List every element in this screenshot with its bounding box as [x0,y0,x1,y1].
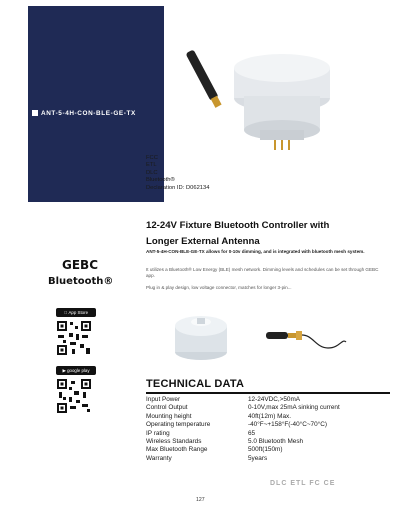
product-description-3: Plug in & play design, low voltage connector, matches for longer 3-pin... [146,285,292,290]
apple-icon [64,310,67,315]
spec-value: 5.0 Bluetooth Mesh [248,437,304,445]
google-play-badge[interactable]: ▶ google play [56,366,96,375]
spec-value: 5years [248,454,268,462]
spec-row [146,396,390,404]
antenna-photo [258,318,348,358]
spec-value: -40°F~+158°F(-40°C~70°C) [248,421,327,429]
cert-dlc: DLC [146,169,158,176]
header-banner [28,6,164,202]
spec-value: 500ft(150m) [248,446,283,454]
spec-row [146,438,390,446]
qr-code-apple [56,320,92,356]
spec-key: Operating temperature [146,421,211,429]
page-number: 127 [196,497,205,503]
spec-row [146,455,390,463]
cert-fcc: FCC [146,155,158,161]
brand-logo-bluetooth: Bluetooth® [48,276,114,287]
product-description-2: It utilizes a Bluetooth® Low Energy (BLE) mesh network. Dimming levels and schedules can be set through GEBC app. [146,267,379,279]
spec-key: Warranty [146,454,172,462]
cert-declaration: Declaration ID: D062134 [146,184,210,191]
spec-row [146,446,390,454]
spec-row [146,413,390,421]
product-description-bold: ANT-5-4H-CON-BLE-GE-TX allows for 0-10v dimming, and is integrated with bluetooth mesh system. [146,249,365,254]
product-title-line2: Longer External Antenna [146,236,260,247]
brand-logo-gebc: GEBC [62,258,98,272]
spec-key: Max Bluetooth Range [146,446,208,454]
spec-value: 65 [248,429,256,437]
cert-bluetooth: Bluetooth® [146,177,175,184]
spec-key: Mounting height [146,412,192,420]
heading-divider [146,392,390,394]
spec-value: 40ft(12m) Max. [248,412,291,420]
certification-logos: DLC ETL FC CE [270,480,336,487]
product-title-line1: 12-24V Fixture Bluetooth Controller with [146,220,330,231]
spec-key: IP rating [146,429,170,437]
model-tag: ANT-5-4H-CON-BLE-GE-TX [32,110,136,117]
spec-row [146,430,390,438]
spec-value: 12-24VDC,>50mA [248,396,301,403]
certification-list [146,155,209,192]
play-icon: ▶ [62,368,66,373]
spec-key: Control Output [146,404,188,412]
spec-table [146,396,390,463]
technical-data-heading: TECHNICAL DATA [146,378,245,390]
spec-row [146,421,390,429]
bullet-icon [32,110,38,116]
sensor-photo [166,304,236,364]
qr-code-google [56,378,92,414]
spec-key: Input Power [146,396,181,403]
app-store-badge[interactable]: App Store [56,308,96,317]
spec-row [146,404,390,412]
spec-key: Wireless Standards [146,437,202,445]
cert-etl: ETL [146,162,157,169]
spec-value: 0-10V,max 25mA sinking current [248,404,340,412]
